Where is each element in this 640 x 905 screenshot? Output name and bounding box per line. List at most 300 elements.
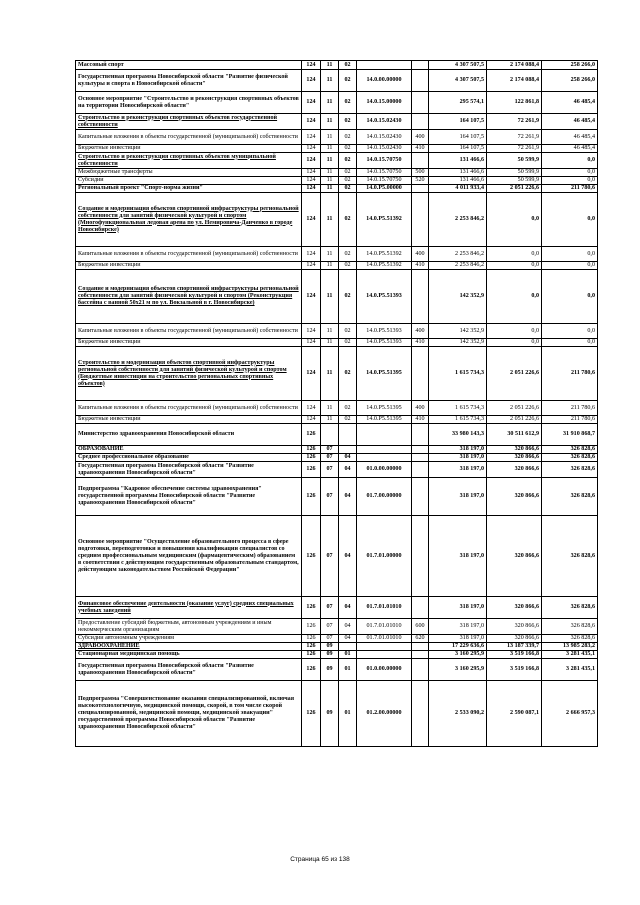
- row-expense-type-code: 410: [412, 145, 429, 153]
- row-amount-year-3: 31 910 868,7: [542, 424, 598, 446]
- row-amount-year-3: 0,0: [542, 247, 598, 262]
- row-section-code: 11: [321, 130, 339, 145]
- row-subsection-code: 02: [339, 193, 357, 247]
- row-amount-year-2: 122 861,8: [487, 92, 542, 114]
- row-amount-year-3: 211 780,6: [542, 347, 598, 401]
- row-section-code: 11: [321, 262, 339, 270]
- row-subsection-code: [339, 446, 357, 454]
- row-subsection-code: 02: [339, 247, 357, 262]
- row-amount-year-3: 13 985 283,2: [542, 643, 598, 651]
- row-amount-year-3: 0,0: [542, 153, 598, 169]
- row-ministry-code: 124: [302, 339, 321, 347]
- row-section-code: 11: [321, 169, 339, 177]
- row-name: Капитальные вложения в объекты государственной (муниципальной) собственности: [76, 247, 302, 262]
- table-row: [76, 61, 598, 70]
- row-target-item-code: 14.0.15.02430: [357, 114, 412, 130]
- row-section-code: 07: [321, 454, 339, 462]
- row-amount-year-1: 142 352,9: [429, 270, 487, 324]
- table-row: [76, 339, 598, 347]
- row-amount-year-2: 72 261,9: [487, 114, 542, 130]
- row-name: Субсидии автономным учреждениям: [76, 635, 302, 643]
- row-amount-year-1: 3 160 295,9: [429, 651, 487, 659]
- row-ministry-code: 126: [302, 446, 321, 454]
- table-row: [76, 130, 598, 145]
- row-amount-year-1: 1 615 734,3: [429, 347, 487, 401]
- row-target-item-code: 14.0.P5.51395: [357, 416, 412, 424]
- row-subsection-code: 04: [339, 516, 357, 597]
- row-amount-year-3: 326 828,6: [542, 454, 598, 462]
- row-name: Региональный проект "Спорт-норма жизни": [76, 185, 302, 193]
- row-amount-year-1: 318 197,0: [429, 478, 487, 516]
- row-subsection-code: 02: [339, 270, 357, 324]
- row-section-code: [321, 424, 339, 446]
- row-subsection-code: 01: [339, 651, 357, 659]
- row-amount-year-1: 33 980 143,3: [429, 424, 487, 446]
- row-amount-year-1: 131 466,6: [429, 153, 487, 169]
- row-amount-year-3: 326 828,6: [542, 516, 598, 597]
- table-row: [76, 597, 598, 619]
- table-row: [76, 145, 598, 153]
- row-ministry-code: 124: [302, 61, 321, 70]
- row-amount-year-2: 13 187 339,7: [487, 643, 542, 651]
- row-expense-type-code: 400: [412, 324, 429, 339]
- row-expense-type-code: [412, 478, 429, 516]
- row-subsection-code: 02: [339, 347, 357, 401]
- row-amount-year-2: 3 519 166,8: [487, 651, 542, 659]
- row-name: Бюджетные инвестиции: [76, 145, 302, 153]
- row-amount-year-1: 2 253 846,2: [429, 247, 487, 262]
- row-expense-type-code: 620: [412, 635, 429, 643]
- row-target-item-code: 14.0.15.70750: [357, 153, 412, 169]
- row-expense-type-code: 600: [412, 619, 429, 635]
- row-target-item-code: 14.0.15.00000: [357, 92, 412, 114]
- row-amount-year-2: 2 590 087,1: [487, 681, 542, 747]
- row-subsection-code: 02: [339, 169, 357, 177]
- row-amount-year-1: 318 197,0: [429, 635, 487, 643]
- row-subsection-code: 02: [339, 339, 357, 347]
- row-section-code: 11: [321, 193, 339, 247]
- table-row: [76, 153, 598, 169]
- row-section-code: 11: [321, 270, 339, 324]
- row-amount-year-1: 3 160 295,9: [429, 659, 487, 681]
- row-amount-year-1: 318 197,0: [429, 462, 487, 478]
- row-amount-year-2: 320 866,6: [487, 597, 542, 619]
- table-row: [76, 424, 598, 446]
- row-name: Бюджетные инвестиции: [76, 339, 302, 347]
- row-amount-year-1: 318 197,0: [429, 516, 487, 597]
- row-name: Министерство здравоохранения Новосибирской области: [76, 424, 302, 446]
- row-expense-type-code: [412, 651, 429, 659]
- row-amount-year-2: 2 174 088,4: [487, 61, 542, 70]
- row-amount-year-2: 3 519 166,8: [487, 659, 542, 681]
- row-ministry-code: 124: [302, 153, 321, 169]
- row-target-item-code: 14.0.P5.51395: [357, 347, 412, 401]
- row-name: Бюджетные инвестиции: [76, 262, 302, 270]
- row-name: Капитальные вложения в объекты государственной (муниципальной) собственности: [76, 401, 302, 416]
- row-target-item-code: 14.0.00.00000: [357, 70, 412, 92]
- table-row: [76, 462, 598, 478]
- row-name: Предоставление субсидий бюджетным, автономным учреждениям и иным некоммерческим организациям: [76, 619, 302, 635]
- row-section-code: 11: [321, 339, 339, 347]
- row-target-item-code: 01.0.00.00000: [357, 462, 412, 478]
- row-target-item-code: 14.0.P5.51393: [357, 339, 412, 347]
- row-expense-type-code: 410: [412, 339, 429, 347]
- row-ministry-code: 126: [302, 597, 321, 619]
- row-target-item-code: 01.7.01.01010: [357, 635, 412, 643]
- row-amount-year-1: 2 533 090,2: [429, 681, 487, 747]
- row-amount-year-1: 295 574,1: [429, 92, 487, 114]
- row-amount-year-2: 2 051 226,6: [487, 185, 542, 193]
- row-amount-year-2: 320 866,6: [487, 516, 542, 597]
- row-section-code: 09: [321, 659, 339, 681]
- row-expense-type-code: 410: [412, 262, 429, 270]
- row-target-item-code: 14.0.15.02430: [357, 130, 412, 145]
- row-ministry-code: 126: [302, 651, 321, 659]
- row-section-code: 11: [321, 153, 339, 169]
- row-target-item-code: 01.7.00.00000: [357, 478, 412, 516]
- row-target-item-code: 01.0.00.00000: [357, 659, 412, 681]
- row-section-code: 11: [321, 92, 339, 114]
- row-amount-year-3: 0,0: [542, 324, 598, 339]
- row-name: Подпрограмма "Совершенствование оказания специализированной, включая высокотехнологичную, медицинской помощи, скорой, в том числе скорой специализированной, медицинской помощи, медицинской эвакуации" государственной программы Новосибирской области "Развитие здравоохранения Новосибирской области": [76, 681, 302, 747]
- row-amount-year-3: 326 828,6: [542, 597, 598, 619]
- row-subsection-code: 02: [339, 416, 357, 424]
- row-expense-type-code: 520: [412, 177, 429, 185]
- row-target-item-code: 01.7.01.01010: [357, 619, 412, 635]
- row-amount-year-2: 0,0: [487, 324, 542, 339]
- row-expense-type-code: [412, 153, 429, 169]
- row-name: ОБРАЗОВАНИЕ: [76, 446, 302, 454]
- row-expense-type-code: [412, 681, 429, 747]
- row-amount-year-1: 142 352,9: [429, 339, 487, 347]
- row-amount-year-1: 318 197,0: [429, 454, 487, 462]
- row-amount-year-3: 211 780,6: [542, 185, 598, 193]
- row-target-item-code: 14.0.P5.51392: [357, 193, 412, 247]
- row-amount-year-2: 50 599,9: [487, 153, 542, 169]
- row-subsection-code: 02: [339, 145, 357, 153]
- row-amount-year-1: 318 197,0: [429, 619, 487, 635]
- table-row: [76, 651, 598, 659]
- row-expense-type-code: [412, 92, 429, 114]
- table-row: [76, 681, 598, 747]
- row-subsection-code: [339, 424, 357, 446]
- row-ministry-code: 124: [302, 270, 321, 324]
- row-ministry-code: 126: [302, 659, 321, 681]
- row-section-code: 07: [321, 635, 339, 643]
- table-row: [76, 169, 598, 177]
- row-amount-year-2: 2 174 088,4: [487, 70, 542, 92]
- row-target-item-code: [357, 424, 412, 446]
- row-name: Капитальные вложения в объекты государственной (муниципальной) собственности: [76, 324, 302, 339]
- row-subsection-code: 02: [339, 401, 357, 416]
- row-amount-year-2: 2 051 226,6: [487, 347, 542, 401]
- row-expense-type-code: [412, 193, 429, 247]
- table-row: [76, 270, 598, 324]
- row-name: Государственная программа Новосибирской области "Развитие здравоохранения Новосибирской области": [76, 659, 302, 681]
- budget-table: [75, 60, 598, 747]
- table-row: [76, 347, 598, 401]
- row-amount-year-1: 1 615 734,3: [429, 416, 487, 424]
- row-name: Стационарная медицинская помощь: [76, 651, 302, 659]
- row-expense-type-code: 410: [412, 416, 429, 424]
- row-ministry-code: 124: [302, 347, 321, 401]
- row-target-item-code: 14.0.P5.00000: [357, 185, 412, 193]
- row-amount-year-3: 326 828,6: [542, 462, 598, 478]
- table-row: [76, 478, 598, 516]
- row-amount-year-2: 0,0: [487, 247, 542, 262]
- row-name: Субсидии: [76, 177, 302, 185]
- row-section-code: 11: [321, 324, 339, 339]
- row-amount-year-3: 0,0: [542, 339, 598, 347]
- row-ministry-code: 126: [302, 619, 321, 635]
- row-name: Финансовое обеспечение деятельности (оказание услуг) средних специальных учебных заведений: [76, 597, 302, 619]
- row-ministry-code: 126: [302, 454, 321, 462]
- row-ministry-code: 124: [302, 70, 321, 92]
- row-section-code: 07: [321, 597, 339, 619]
- row-section-code: 11: [321, 61, 339, 70]
- table-row: [76, 643, 598, 651]
- row-ministry-code: 124: [302, 193, 321, 247]
- row-expense-type-code: 400: [412, 247, 429, 262]
- row-amount-year-3: 326 828,6: [542, 446, 598, 454]
- row-amount-year-2: 320 866,6: [487, 635, 542, 643]
- row-section-code: 11: [321, 401, 339, 416]
- row-amount-year-1: 17 229 636,6: [429, 643, 487, 651]
- table-row: [76, 247, 598, 262]
- row-expense-type-code: 500: [412, 169, 429, 177]
- table-row: [76, 416, 598, 424]
- table-row: [76, 185, 598, 193]
- row-ministry-code: 124: [302, 324, 321, 339]
- row-target-item-code: 14.0.P5.51393: [357, 324, 412, 339]
- table-row: [76, 114, 598, 130]
- row-target-item-code: 14.0.P5.51392: [357, 262, 412, 270]
- row-section-code: 11: [321, 70, 339, 92]
- row-ministry-code: 124: [302, 145, 321, 153]
- row-section-code: 11: [321, 185, 339, 193]
- row-name: Строительство и реконструкция спортивных объектов государственной собственности: [76, 114, 302, 130]
- row-ministry-code: 124: [302, 169, 321, 177]
- table-row: [76, 70, 598, 92]
- row-section-code: 11: [321, 347, 339, 401]
- row-name: Межбюджетные трансферты: [76, 169, 302, 177]
- row-amount-year-2: 0,0: [487, 339, 542, 347]
- row-target-item-code: [357, 446, 412, 454]
- row-section-code: 07: [321, 619, 339, 635]
- row-expense-type-code: [412, 424, 429, 446]
- row-expense-type-code: 400: [412, 130, 429, 145]
- row-amount-year-3: 3 281 435,1: [542, 659, 598, 681]
- row-expense-type-code: [412, 659, 429, 681]
- row-subsection-code: 02: [339, 177, 357, 185]
- row-amount-year-2: 30 511 612,9: [487, 424, 542, 446]
- row-amount-year-3: 0,0: [542, 262, 598, 270]
- row-expense-type-code: [412, 114, 429, 130]
- row-section-code: 11: [321, 247, 339, 262]
- table-row: [76, 92, 598, 114]
- row-subsection-code: 02: [339, 92, 357, 114]
- row-section-code: 11: [321, 177, 339, 185]
- table-row: [76, 516, 598, 597]
- row-name: Массовый спорт: [76, 61, 302, 70]
- row-expense-type-code: [412, 446, 429, 454]
- row-amount-year-2: 50 599,9: [487, 169, 542, 177]
- row-amount-year-2: 50 599,9: [487, 177, 542, 185]
- row-amount-year-3: 258 266,0: [542, 70, 598, 92]
- row-amount-year-1: 4 307 507,5: [429, 70, 487, 92]
- row-expense-type-code: [412, 185, 429, 193]
- row-ministry-code: 126: [302, 462, 321, 478]
- row-amount-year-1: 318 197,0: [429, 446, 487, 454]
- row-amount-year-3: 326 828,6: [542, 635, 598, 643]
- row-amount-year-3: 211 780,6: [542, 401, 598, 416]
- row-expense-type-code: [412, 347, 429, 401]
- row-expense-type-code: [412, 643, 429, 651]
- row-subsection-code: [339, 643, 357, 651]
- row-expense-type-code: [412, 61, 429, 70]
- row-ministry-code: 124: [302, 247, 321, 262]
- row-section-code: 11: [321, 145, 339, 153]
- row-name: Среднее профессиональное образование: [76, 454, 302, 462]
- row-section-code: 11: [321, 416, 339, 424]
- row-subsection-code: 04: [339, 619, 357, 635]
- row-subsection-code: 02: [339, 70, 357, 92]
- row-amount-year-2: 320 866,6: [487, 462, 542, 478]
- row-amount-year-3: 0,0: [542, 193, 598, 247]
- row-target-item-code: 14.0.15.02430: [357, 145, 412, 153]
- row-expense-type-code: [412, 454, 429, 462]
- row-section-code: 09: [321, 651, 339, 659]
- row-amount-year-1: 164 107,5: [429, 130, 487, 145]
- row-target-item-code: [357, 643, 412, 651]
- table-row: [76, 324, 598, 339]
- row-subsection-code: 04: [339, 454, 357, 462]
- row-amount-year-2: 0,0: [487, 262, 542, 270]
- row-subsection-code: 02: [339, 61, 357, 70]
- row-name: Подпрограмма "Кадровое обеспечение системы здравоохранения" государственной программы Новосибирской области "Развитие здравоохранения Новосибирской области": [76, 478, 302, 516]
- row-target-item-code: 01.7.01.00000: [357, 516, 412, 597]
- row-target-item-code: 14.0.P5.51392: [357, 247, 412, 262]
- row-name: Создание и модернизация объектов спортивной инфраструктуры региональной собственности для занятий физической культурой и спортом (Реконструкция бассейна с ванной 50х21 м по ул. Вокзальной в г. Новосибирске): [76, 270, 302, 324]
- row-amount-year-3: 0,0: [542, 169, 598, 177]
- row-amount-year-3: 3 281 435,1: [542, 651, 598, 659]
- row-amount-year-3: 46 485,4: [542, 130, 598, 145]
- row-amount-year-1: 4 011 933,4: [429, 185, 487, 193]
- row-target-item-code: [357, 61, 412, 70]
- row-amount-year-1: 4 307 507,5: [429, 61, 487, 70]
- row-target-item-code: 14.0.15.70750: [357, 177, 412, 185]
- row-name: Основное мероприятие "Осуществление образовательного процесса в сфере подготовки, переподготовки и повышения квалификации специалистов со средним профессиональным медицинским (фармацевтическим) образованием в соответствии с действующим государственным образовательным стандартом, действующим законодательством Российской Федерации": [76, 516, 302, 597]
- row-amount-year-3: 326 828,6: [542, 478, 598, 516]
- row-name: ЗДРАВООХРАНЕНИЕ: [76, 643, 302, 651]
- row-amount-year-2: 72 261,9: [487, 145, 542, 153]
- row-subsection-code: 04: [339, 635, 357, 643]
- row-section-code: 09: [321, 681, 339, 747]
- row-amount-year-2: 0,0: [487, 270, 542, 324]
- row-section-code: 07: [321, 462, 339, 478]
- row-ministry-code: 126: [302, 424, 321, 446]
- row-ministry-code: 126: [302, 635, 321, 643]
- row-amount-year-1: 2 253 846,2: [429, 193, 487, 247]
- row-amount-year-1: 164 107,5: [429, 114, 487, 130]
- row-amount-year-3: 0,0: [542, 270, 598, 324]
- row-amount-year-3: 2 666 957,3: [542, 681, 598, 747]
- row-amount-year-2: 320 866,6: [487, 454, 542, 462]
- row-amount-year-2: 320 866,6: [487, 619, 542, 635]
- page-number: Страница 65 из 138: [290, 856, 350, 863]
- row-amount-year-1: 131 466,6: [429, 169, 487, 177]
- row-amount-year-3: 211 780,6: [542, 416, 598, 424]
- row-target-item-code: 14.0.15.70750: [357, 169, 412, 177]
- row-name: Строительство и модернизация объектов спортивной инфраструктуры региональной собственности для занятий физической культурой и спортом (Бюджетные инвестиции на строительство региональных спортивных объектов): [76, 347, 302, 401]
- row-section-code: 11: [321, 114, 339, 130]
- table-row: [76, 193, 598, 247]
- row-subsection-code: 02: [339, 130, 357, 145]
- table-row: [76, 635, 598, 643]
- table-row: [76, 454, 598, 462]
- row-ministry-code: 124: [302, 401, 321, 416]
- row-subsection-code: 04: [339, 478, 357, 516]
- row-name: Капитальные вложения в объекты государственной (муниципальной) собственности: [76, 130, 302, 145]
- row-subsection-code: 04: [339, 597, 357, 619]
- table-row: [76, 262, 598, 270]
- row-ministry-code: 124: [302, 416, 321, 424]
- row-amount-year-3: 326 828,6: [542, 619, 598, 635]
- row-amount-year-1: 164 107,5: [429, 145, 487, 153]
- row-target-item-code: 01.2.00.00000: [357, 681, 412, 747]
- row-subsection-code: 01: [339, 659, 357, 681]
- row-subsection-code: 04: [339, 462, 357, 478]
- row-expense-type-code: [412, 597, 429, 619]
- row-subsection-code: 02: [339, 262, 357, 270]
- budget-table-page: [75, 60, 597, 747]
- row-name: Основное мероприятие "Строительство и реконструкция спортивных объектов на территории Новосибирской области": [76, 92, 302, 114]
- row-ministry-code: 124: [302, 114, 321, 130]
- row-target-item-code: 14.0.P5.51395: [357, 401, 412, 416]
- row-section-code: 07: [321, 446, 339, 454]
- row-amount-year-2: 320 866,6: [487, 478, 542, 516]
- row-ministry-code: 124: [302, 185, 321, 193]
- row-expense-type-code: [412, 70, 429, 92]
- row-subsection-code: 02: [339, 114, 357, 130]
- row-subsection-code: 02: [339, 324, 357, 339]
- row-name: Строительство и реконструкция спортивных объектов муниципальной собственности: [76, 153, 302, 169]
- table-row: [76, 619, 598, 635]
- row-ministry-code: 126: [302, 681, 321, 747]
- row-ministry-code: 124: [302, 177, 321, 185]
- row-amount-year-3: 258 266,0: [542, 61, 598, 70]
- row-target-item-code: 01.7.01.01010: [357, 597, 412, 619]
- row-ministry-code: 126: [302, 643, 321, 651]
- row-name: Создание и модернизация объектов спортивной инфраструктуры региональной собственности для занятий физической культурой и спортом (Многофункциональная ледовая арена по ул. Немировича-Данченко в городе Новосибирске): [76, 193, 302, 247]
- table-row: [76, 177, 598, 185]
- table-row: [76, 659, 598, 681]
- row-amount-year-3: 46 485,4: [542, 92, 598, 114]
- row-target-item-code: 14.0.P5.51393: [357, 270, 412, 324]
- row-amount-year-3: 0,0: [542, 177, 598, 185]
- row-amount-year-3: 46 485,4: [542, 114, 598, 130]
- row-expense-type-code: 400: [412, 401, 429, 416]
- row-ministry-code: 124: [302, 262, 321, 270]
- row-amount-year-2: 2 051 226,6: [487, 416, 542, 424]
- row-amount-year-2: 0,0: [487, 193, 542, 247]
- row-expense-type-code: [412, 516, 429, 597]
- row-amount-year-2: 2 051 226,6: [487, 401, 542, 416]
- table-row: [76, 446, 598, 454]
- row-ministry-code: 124: [302, 92, 321, 114]
- row-section-code: 07: [321, 516, 339, 597]
- row-amount-year-1: 2 253 846,2: [429, 262, 487, 270]
